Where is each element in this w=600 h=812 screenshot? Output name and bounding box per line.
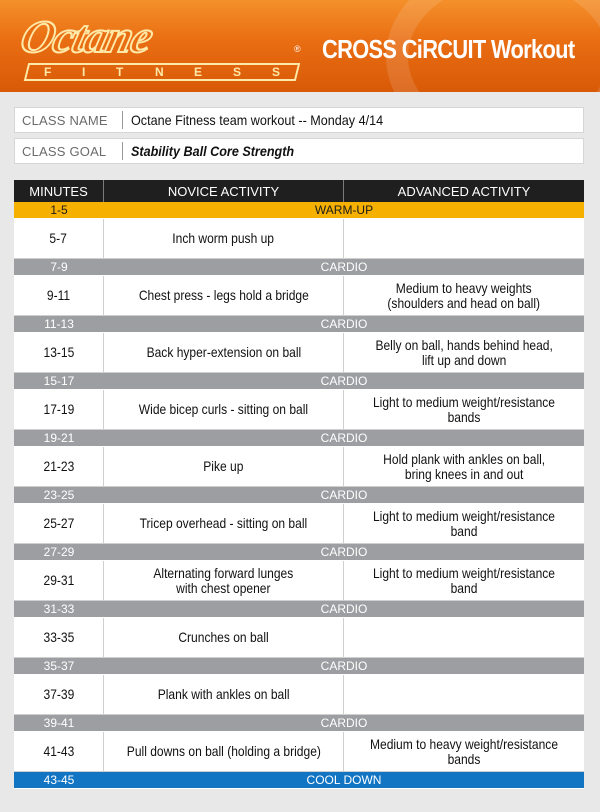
minutes-cell: [14, 447, 104, 486]
minutes-text: 5-7: [49, 230, 68, 246]
novice-cell: [104, 504, 344, 543]
class-name-row: [14, 107, 584, 133]
minutes-cell: [14, 732, 104, 771]
minutes-text: 29-31: [43, 572, 74, 588]
header-novice: NOVICE ACTIVITY: [104, 180, 344, 202]
band-label: CARDIO: [320, 488, 368, 502]
table-row: [14, 732, 584, 772]
minutes-cell: [14, 333, 104, 372]
advanced-cell: [344, 390, 584, 429]
novice-activity: Wide bicep curls - sitting on ball: [138, 401, 309, 417]
advanced-activity: Light to medium weight/resistance band: [372, 564, 556, 596]
divider: [122, 142, 123, 160]
advanced-activity: Light to medium weight/resistance band: [372, 507, 556, 539]
table-row: [14, 333, 584, 373]
cool-down-band: [14, 772, 584, 789]
advanced-cell: [344, 333, 584, 372]
table-row: [14, 447, 584, 487]
band-minutes: 35-37: [43, 659, 75, 673]
novice-activity: Chest press - legs hold a bridge: [138, 287, 309, 303]
minutes-cell: [14, 504, 104, 543]
cardio-band: [14, 544, 584, 561]
band-minutes: 31-33: [43, 602, 75, 616]
band-minutes: 7-9: [50, 260, 68, 274]
trademark-mark: ®: [294, 44, 301, 54]
novice-cell: [104, 732, 344, 771]
novice-cell: [104, 618, 344, 657]
band-minutes: 1-5: [50, 203, 68, 217]
header-banner: [0, 0, 600, 92]
cardio-band: [14, 373, 584, 390]
logo-letter: S: [272, 65, 281, 79]
table-row: [14, 675, 584, 715]
table-row: [14, 504, 584, 544]
table-row: [14, 561, 584, 601]
novice-activity: Alternating forward lunges with chest opener: [153, 564, 294, 596]
cardio-band: [14, 430, 584, 447]
minutes-text: 13-15: [43, 344, 74, 360]
logo-letter: S: [233, 65, 242, 79]
workout-table: [14, 180, 584, 789]
minutes-cell: [14, 561, 104, 600]
divider: [122, 111, 123, 129]
band-label: CARDIO: [320, 545, 368, 559]
table-row: [14, 618, 584, 658]
band-minutes: 19-21: [43, 431, 75, 445]
logo-letter: F: [43, 65, 51, 79]
band-label: CARDIO: [320, 260, 368, 274]
band-label: CARDIO: [320, 317, 368, 331]
warm-up-band: [14, 202, 584, 219]
advanced-cell: [344, 219, 584, 258]
header-minutes: MINUTES: [14, 180, 104, 202]
cardio-band: [14, 316, 584, 333]
advanced-cell: [344, 675, 584, 714]
advanced-activity: Hold plank with ankles on ball, bring knees in and out: [383, 450, 545, 482]
novice-activity: Back hyper-extension on ball: [146, 344, 301, 360]
advanced-cell: [344, 561, 584, 600]
cardio-band: [14, 658, 584, 675]
minutes-cell: [14, 276, 104, 315]
header-advanced: ADVANCED ACTIVITY: [397, 183, 531, 199]
advanced-activity: Medium to heavy weights (shoulders and head on ball): [387, 279, 541, 311]
novice-cell: [104, 447, 344, 486]
class-goal-label: CLASS GOAL: [22, 143, 107, 159]
class-goal-row: [14, 138, 584, 164]
band-label: CARDIO: [320, 602, 368, 616]
minutes-cell: [14, 390, 104, 429]
band-minutes: 23-25: [43, 488, 75, 502]
logo-fitness-bar: [24, 63, 300, 81]
band-label: WARM-UP: [314, 203, 374, 217]
novice-cell: [104, 390, 344, 429]
novice-cell: [104, 333, 344, 372]
class-name-label: CLASS NAME: [22, 112, 108, 128]
advanced-cell: [344, 504, 584, 543]
octane-logo: [15, 11, 302, 79]
band-label: CARDIO: [320, 716, 368, 730]
novice-cell: [104, 276, 344, 315]
advanced-cell: [344, 618, 584, 657]
logo-letter: E: [194, 65, 203, 79]
advanced-cell: [344, 732, 584, 771]
band-label: CARDIO: [320, 659, 368, 673]
minutes-text: 21-23: [43, 458, 74, 474]
minutes-text: 37-39: [43, 686, 74, 702]
novice-activity: Inch worm push up: [172, 230, 275, 246]
novice-activity: Pull downs on ball (holding a bridge): [126, 743, 321, 759]
logo-letter: N: [154, 65, 164, 79]
page-title: CROSS CiRCUIT Workout: [322, 34, 575, 64]
minutes-text: 17-19: [43, 401, 74, 417]
minutes-text: 25-27: [43, 515, 74, 531]
novice-activity: Crunches on ball: [178, 629, 269, 645]
band-minutes: 11-13: [44, 317, 74, 331]
minutes-text: 41-43: [43, 743, 74, 759]
cardio-band: [14, 601, 584, 618]
band-minutes: 15-17: [43, 374, 75, 388]
table-row: [14, 276, 584, 316]
class-goal-value: Stability Ball Core Strength: [131, 143, 295, 159]
cardio-band: [14, 259, 584, 276]
minutes-text: 33-35: [43, 629, 74, 645]
novice-activity: Tricep overhead - sitting on ball: [139, 515, 308, 531]
table-body: [14, 202, 584, 789]
logo-wordmark: Octane: [15, 11, 158, 62]
advanced-activity: Medium to heavy weight/resistance bands: [369, 735, 559, 767]
novice-cell: [104, 675, 344, 714]
band-minutes: 43-45: [43, 773, 75, 787]
table-row: [14, 390, 584, 430]
logo-letter: I: [81, 65, 86, 79]
logo-letter: T: [116, 65, 124, 79]
novice-activity: Pike up: [203, 458, 244, 474]
novice-cell: [104, 219, 344, 258]
advanced-cell: [344, 447, 584, 486]
cardio-band: [14, 487, 584, 504]
cardio-band: [14, 715, 584, 732]
minutes-text: 9-11: [46, 287, 71, 303]
table-row: [14, 219, 584, 259]
band-minutes: 39-41: [43, 716, 75, 730]
band-label: COOL DOWN: [306, 773, 382, 787]
minutes-cell: [14, 219, 104, 258]
advanced-activity: Light to medium weight/resistance bands: [372, 393, 556, 425]
novice-cell: [104, 561, 344, 600]
advanced-cell: [344, 276, 584, 315]
novice-activity: Plank with ankles on ball: [157, 686, 290, 702]
class-name-value: Octane Fitness team workout -- Monday 4/14: [131, 112, 384, 128]
table-header: [14, 180, 584, 202]
band-minutes: 27-29: [43, 545, 75, 559]
band-label: CARDIO: [320, 431, 368, 445]
band-label: CARDIO: [320, 374, 368, 388]
minutes-cell: [14, 618, 104, 657]
advanced-activity: Belly on ball, hands behind head, lift up and down: [375, 336, 553, 368]
minutes-cell: [14, 675, 104, 714]
